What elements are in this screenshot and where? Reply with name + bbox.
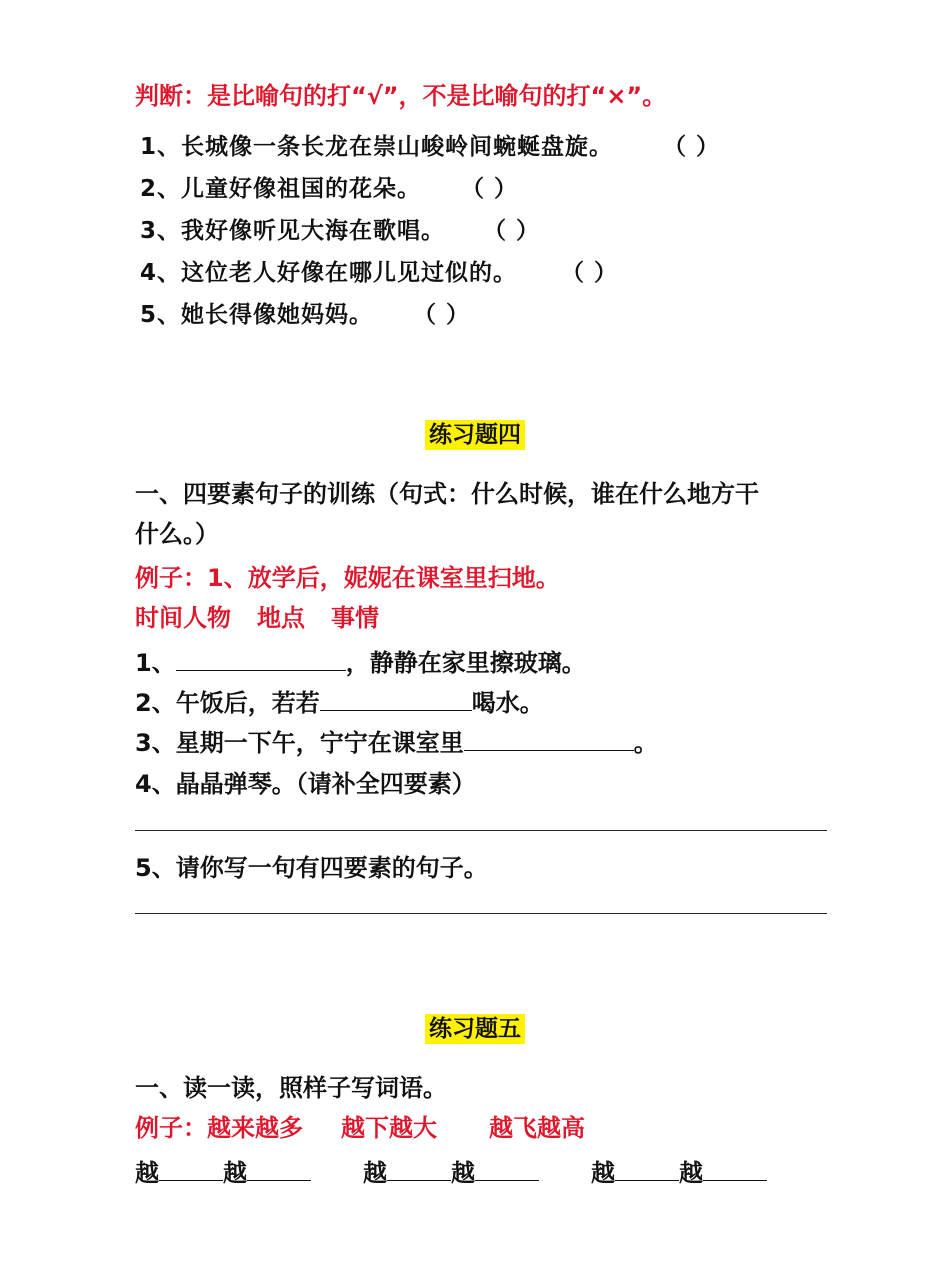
pattern-char: 越: [223, 1159, 247, 1187]
fill-blank[interactable]: [387, 1158, 451, 1181]
exercise-5-intro: 一、读一读，照样子写词语。: [135, 1074, 447, 1102]
fill-blank[interactable]: [703, 1158, 767, 1181]
question-text: 午饭后，若若: [175, 689, 320, 717]
fill-blank[interactable]: [464, 728, 634, 751]
item-text: 她长得像她妈妈。: [181, 302, 374, 328]
item-number: 4、: [140, 260, 182, 286]
question-text-end: 。: [633, 729, 658, 757]
judge-item-4: [140, 254, 618, 287]
example-word-2: 越下越大: [341, 1114, 437, 1142]
exercise-4-heading: [425, 416, 525, 449]
pattern-char: 越: [363, 1159, 387, 1187]
fill-blank[interactable]: [475, 1158, 539, 1181]
item-text: 这位老人好像在哪儿见过似的。: [181, 260, 518, 286]
fill-blank[interactable]: [320, 688, 472, 711]
answer-parentheses[interactable]: （ ）: [483, 218, 541, 244]
item-number: 3、: [140, 218, 182, 244]
example-word-1: 越来越多: [207, 1114, 303, 1142]
question-text: ，静静在家里擦玻璃。: [345, 649, 586, 677]
pattern-char: 越: [135, 1159, 159, 1187]
item-text: 儿童好像祖国的花朵。: [181, 176, 422, 202]
question-number: 3、: [135, 729, 176, 757]
fill-blank[interactable]: [176, 648, 346, 671]
exercise-4-question-3: [135, 723, 658, 758]
pattern-char: 越: [591, 1159, 615, 1187]
exercise-4-question-2: [135, 683, 544, 718]
example-word-3: 越飞越高: [489, 1114, 585, 1142]
example-label: 例子：: [135, 1114, 207, 1142]
question-text: 星期一下午，宁宁在课室里: [175, 729, 464, 757]
answer-line-5[interactable]: [135, 913, 827, 914]
label-time: 时间: [135, 604, 183, 632]
fill-blank[interactable]: [159, 1158, 223, 1181]
label-person: 人物: [183, 604, 231, 632]
fill-blank[interactable]: [247, 1158, 311, 1181]
answer-parentheses[interactable]: （ ）: [461, 176, 519, 202]
heading-highlight: 练习题四: [425, 420, 525, 450]
question-number: 2、: [135, 689, 176, 717]
exercise-5-heading: [425, 1010, 525, 1043]
item-number: 2、: [140, 176, 182, 202]
answer-parentheses[interactable]: （ ）: [413, 302, 471, 328]
answer-parentheses[interactable]: （ ）: [663, 134, 721, 160]
four-elements-labels: [135, 598, 379, 633]
judge-item-2: [140, 170, 518, 203]
exercise-4-example: 例子：1、放学后，妮妮在课室里扫地。: [135, 564, 560, 592]
label-event: 事情: [331, 604, 379, 632]
exercise-5-example: [135, 1108, 585, 1143]
item-text: 长城像一条长龙在崇山峻岭间蜿蜒盘旋。: [181, 134, 614, 160]
item-number: 1、: [140, 134, 182, 160]
item-text: 我好像听见大海在歌唱。: [181, 218, 446, 244]
word-pattern-row: [135, 1153, 767, 1188]
question-text-end: 喝水。: [471, 689, 544, 717]
item-number: 5、: [140, 302, 182, 328]
judge-item-1: [140, 128, 720, 161]
judge-item-5: [140, 296, 470, 329]
answer-parentheses[interactable]: （ ）: [561, 260, 619, 286]
label-place: 地点: [257, 604, 305, 632]
judge-item-3: [140, 212, 540, 245]
judge-instructions: 判断：是比喻句的打“√”，不是比喻句的打“×”。: [135, 82, 667, 110]
heading-highlight: 练习题五: [425, 1014, 525, 1044]
exercise-4-question-5: 5、请你写一句有四要素的句子。: [135, 854, 488, 882]
exercise-4-intro-line1: 一、四要素句子的训练（句式：什么时候，谁在什么地方干: [135, 480, 759, 508]
question-number: 1、: [135, 649, 176, 677]
fill-blank[interactable]: [615, 1158, 679, 1181]
exercise-4-intro-line2: 什么。）: [135, 520, 219, 548]
pattern-char: 越: [679, 1159, 703, 1187]
pattern-char: 越: [451, 1159, 475, 1187]
exercise-4-question-1: [135, 643, 586, 678]
exercise-4-question-4: 4、晶晶弹琴。（请补全四要素）: [135, 770, 476, 798]
answer-line-4[interactable]: [135, 830, 827, 831]
